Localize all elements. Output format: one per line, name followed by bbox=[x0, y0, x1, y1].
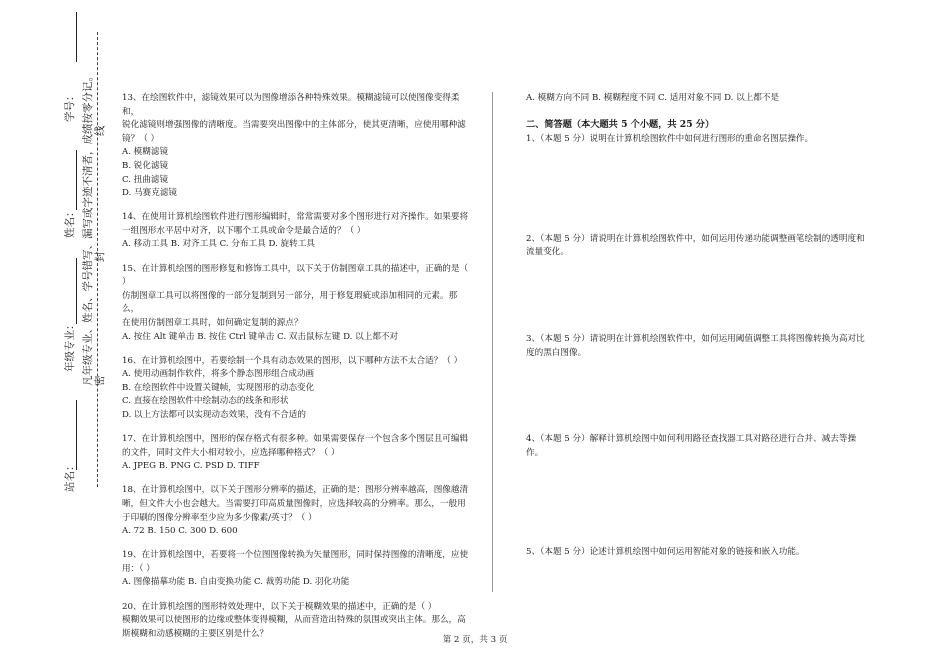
answer-option: A. 使用动画制作软件，将多个静态图形组合成动画 bbox=[122, 369, 315, 380]
answer-option: A. 按住 Alt 键单击 B. 按住 Ctrl 键单击 C. 双击鼠标左键 D. 以上都不对 bbox=[122, 331, 399, 342]
question-text-line: 的文件，同时文件大小相对较小，应选择哪种格式？（ ） bbox=[122, 447, 340, 458]
short-answer-item bbox=[526, 433, 868, 460]
question-text-line: 模糊效果可以使图形的边缘或整体变得模糊，从而营造出特殊的氛围或突出主体。那么，高 bbox=[122, 615, 466, 626]
school-underline bbox=[76, 400, 77, 470]
question-text-line: 13、在绘图软件中，滤镜效果可以为图像增添各种特殊效果。模糊滤镜可以使图像变得柔和， bbox=[122, 93, 460, 117]
short-answer-text-line: 5、（本题 5 分）论述计算机绘图中如何运用智能对象的链接和嵌入功能。 bbox=[526, 547, 805, 558]
name-label: 姓名： bbox=[64, 206, 76, 238]
question-text-line: 晰，但文件大小也会越大。当需要打印高质量图像时，应选择较高的分辨率。那么，一般用 bbox=[122, 498, 466, 509]
short-answer-item bbox=[526, 233, 868, 260]
short-answer-item bbox=[526, 333, 868, 360]
short-answer-text-line: 度的黑白图像。 bbox=[526, 347, 587, 358]
answer-option: D. 马赛克滤镜 bbox=[122, 188, 178, 199]
answer-space bbox=[526, 360, 868, 433]
question-text-line: 于印刷的图像分辨率至少应为多少像素/英寸？（ ） bbox=[122, 512, 317, 523]
question-text-line: 20、在计算机绘图的图形特效处理中，以下关于模糊效果的描述中，正确的是（ ） bbox=[122, 601, 437, 612]
answer-option: A. 图像描摹功能 B. 自由变换功能 C. 裁剪功能 D. 羽化功能 bbox=[122, 577, 350, 588]
short-answer-text-line: 1、（本题 5 分）说明在计算机绘图软件中如何进行图形的重命名图层操作。 bbox=[526, 134, 814, 145]
question-text-line: 用：（ ） bbox=[122, 563, 155, 574]
binding-warning: 凡年级专业、姓名、学号错写、漏写或字迹不清者，成绩按零分记。 bbox=[82, 71, 94, 386]
question-item bbox=[122, 549, 470, 590]
short-answer-item bbox=[526, 546, 868, 560]
short-answer-list bbox=[526, 133, 868, 560]
answer-space bbox=[526, 260, 868, 333]
binding-margin bbox=[0, 0, 110, 672]
answer-option: C. 扭曲滤镜 bbox=[122, 174, 169, 185]
question-item bbox=[122, 92, 470, 201]
short-answer-text-line: 2、（本题 5 分）请说明在计算机绘图软件中，如何运用传递功能调整画笔绘制的透明度和 bbox=[526, 233, 865, 244]
question-text-line: 镜？（ ） bbox=[122, 133, 160, 144]
short-answer-text-line: 4、（本题 5 分）解释计算机绘图中如何利用路径查找器工具对路径进行合并、减去等操作。 bbox=[526, 434, 857, 458]
answer-option: D. 以上方法都可以实现动态效果，没有不合适的 bbox=[122, 409, 306, 420]
q20-options: A. 模糊方向不同 B. 模糊程度不同 C. 适用对象不同 D. 以上都不是 bbox=[526, 93, 780, 103]
question-text-line: 一组图形水平居中对齐，以下哪个工具或命令是最合适的？（ ） bbox=[122, 225, 366, 236]
answer-option: B. 锐化滤镜 bbox=[122, 160, 169, 171]
left-column bbox=[122, 92, 470, 652]
question-item bbox=[122, 355, 470, 423]
right-column bbox=[526, 92, 868, 560]
student-id-label: 学号： bbox=[64, 90, 76, 122]
question-text-line: 15、在计算机绘图的图形修复和修饰工具中，以下关于仿制图章工具的描述中，正确的是（ bbox=[122, 263, 469, 274]
answer-option: A. 72 B. 150 C. 300 D. 600 bbox=[122, 526, 238, 537]
grade-major-underline bbox=[76, 258, 77, 324]
answer-option: A. JPEG B. PNG C. PSD D. TIFF bbox=[122, 461, 260, 472]
question-text-line: 仿制图章工具可以将图像的一部分复制到另一部分，用于修复瑕疵或添加相同的元素。那么， bbox=[122, 290, 458, 315]
binding-mark-seal: 封 bbox=[94, 251, 106, 262]
binding-mark-fix: 线 bbox=[94, 125, 106, 136]
binding-dashed-line bbox=[97, 32, 98, 487]
question-text-line: 18、在计算机绘图中，以下关于图形分辨率的描述，正确的是：图形分辨率越高，图像越清 bbox=[122, 485, 469, 496]
answer-option: B. 在绘图软件中设置关键帧，实现图形的动态变化 bbox=[122, 382, 315, 393]
school-label: 站名： bbox=[64, 460, 76, 492]
column-divider bbox=[492, 92, 493, 592]
question-item bbox=[122, 484, 470, 538]
question-item bbox=[122, 263, 470, 345]
question-item bbox=[122, 211, 470, 252]
short-answer-text-line: 3、（本题 5 分）请说明在计算机绘图软件中，如何运用阈值调整工具将图像转换为高对比 bbox=[526, 333, 865, 344]
question-text-line: 斯模糊和动感模糊的主要区别是什么？ bbox=[122, 628, 269, 639]
question-list bbox=[122, 92, 470, 641]
grade-major-label: 年级专业： bbox=[64, 319, 76, 372]
answer-space bbox=[526, 460, 868, 546]
question-text-line: 在使用仿制图章工具时，如何确定复制的源点？ bbox=[122, 317, 303, 328]
short-answer-text-line: 流量变化。 bbox=[526, 247, 569, 258]
short-answer-item bbox=[526, 133, 868, 147]
question-text-line: 17、在计算机绘图中，图形的保存格式有很多种。如果需要保存一个包含多个图层且可编辑 bbox=[122, 434, 469, 445]
page-footer: 第 2 页，共 3 页 bbox=[442, 635, 508, 645]
answer-space bbox=[526, 147, 868, 233]
question-text-line: 19、在计算机绘图中，若要将一个位图图像转换为矢量图形，同时保持图像的清晰度，应使 bbox=[122, 550, 469, 561]
section-title: 二、简答题（本大题共 5 个小题，共 25 分） bbox=[526, 118, 715, 130]
name-underline bbox=[76, 150, 77, 210]
binding-mark-dense: 密 bbox=[94, 375, 106, 386]
question-text-line: 16、在计算机绘图中，若要绘制一个具有动态效果的图形，以下哪种方法不太合适？（ ） bbox=[122, 355, 463, 366]
question-text-line: ） bbox=[122, 277, 131, 288]
question-text-line: 锐化滤镜则增强图像的清晰度。当需要突出图像中的主体部分，使其更清晰，应使用哪种滤 bbox=[122, 120, 466, 131]
answer-option: A. 移动工具 B. 对齐工具 C. 分布工具 D. 旋转工具 bbox=[122, 239, 315, 250]
student-id-underline bbox=[76, 12, 77, 62]
answer-option: A. 模糊滤镜 bbox=[122, 147, 169, 158]
question-text-line: 14、在使用计算机绘图软件进行图形编辑时，常常需要对多个图形进行对齐操作。如果要将 bbox=[122, 212, 469, 223]
answer-option: C. 直接在绘图软件中绘制动态的线条和形状 bbox=[122, 396, 289, 407]
question-item bbox=[122, 433, 470, 474]
